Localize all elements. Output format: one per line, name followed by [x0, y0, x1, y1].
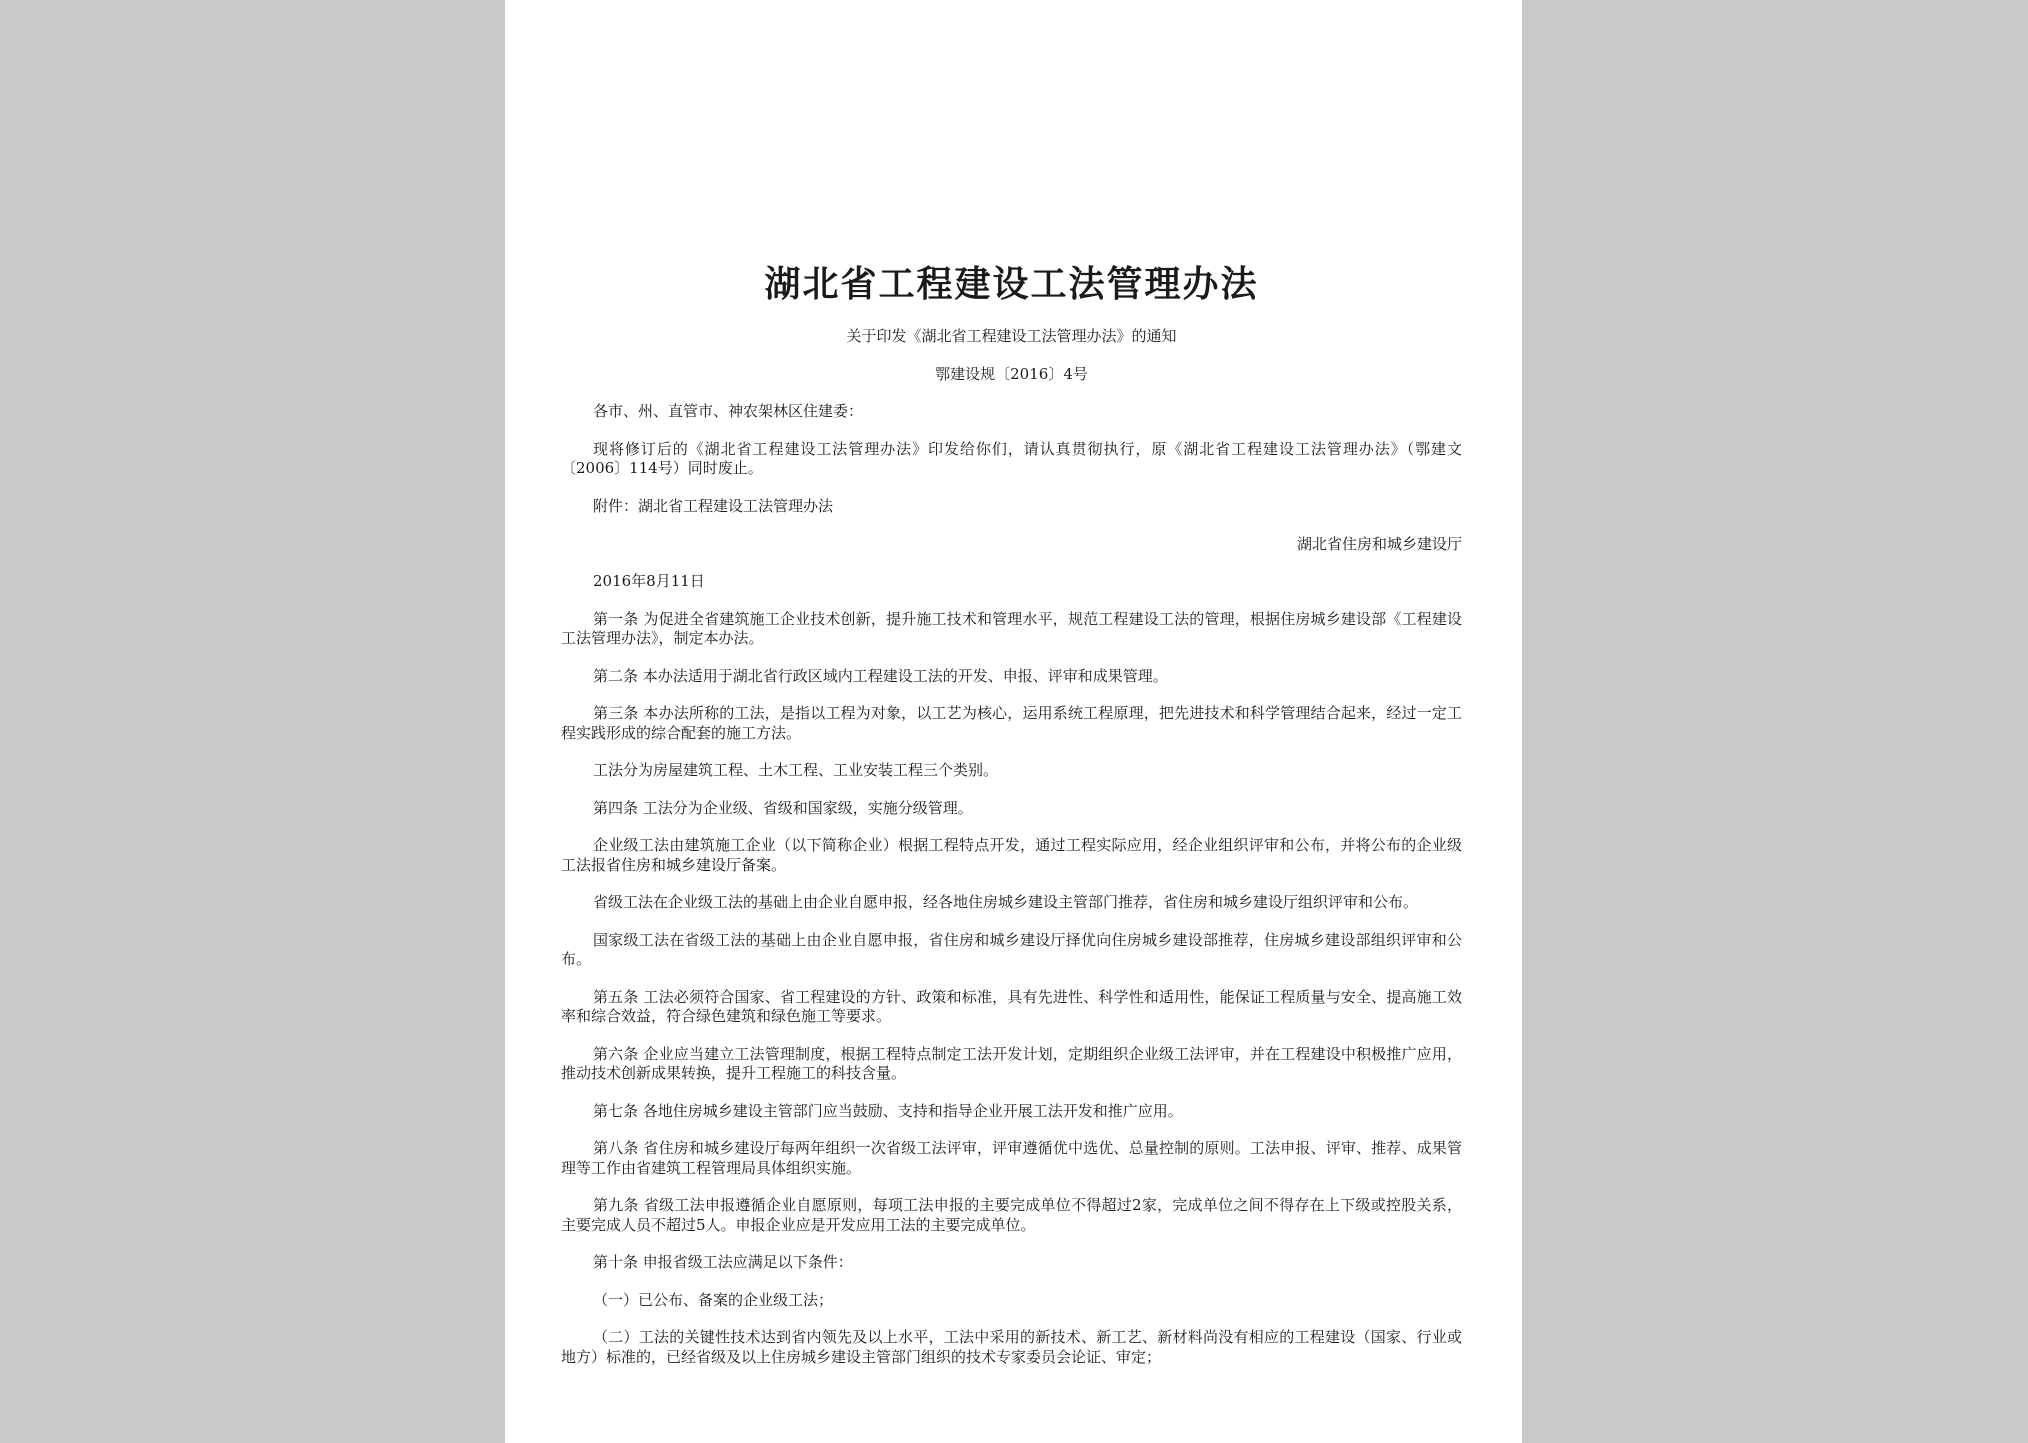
article-paragraph: 第九条 省级工法申报遵循企业自愿原则，每项工法申报的主要完成单位不得超过2家，完成单位之间不得存在上下级或控股关系，主要完成人员不超过5人。申报企业应是开发应用工法的主要完成单位。 — [561, 1196, 1462, 1234]
notice-body: 现将修订后的《湖北省工程建设工法管理办法》印发给你们，请认真贯彻执行，原《湖北省工程建设工法管理办法》（鄂建文〔2006〕114号）同时废止。 — [561, 439, 1462, 477]
issuer-signature: 湖北省住房和城乡建设厅 — [1296, 535, 1462, 553]
document-number: 鄂建设规〔2016〕4号 — [935, 365, 1088, 383]
article-paragraph: 第五条 工法必须符合国家、省工程建设的方针、政策和标准，具有先进性、科学性和适用性，能保证工程质量与安全、提高施工效率和综合效益，符合绿色建筑和绿色施工等要求。 — [561, 987, 1462, 1025]
article-paragraph: 第一条 为促进全省建筑施工企业技术创新，提升施工技术和管理水平，规范工程建设工法的管理，根据住房城乡建设部《工程建设工法管理办法》，制定本办法。 — [561, 609, 1462, 647]
article-paragraph: 国家级工法在省级工法的基础上由企业自愿申报，省住房和城乡建设厅择优向住房城乡建设部推荐，住房城乡建设部组织评审和公布。 — [561, 930, 1462, 968]
article-paragraph: 第二条 本办法适用于湖北省行政区域内工程建设工法的开发、申报、评审和成果管理。 — [593, 666, 1168, 685]
article-paragraph: 第八条 省住房和城乡建设厅每两年组织一次省级工法评审，评审遵循优中选优、总量控制的原则。工法申报、评审、推荐、成果管理等工作由省建筑工程管理局具体组织实施。 — [561, 1139, 1462, 1177]
article-paragraph: 第四条 工法分为企业级、省级和国家级，实施分级管理。 — [593, 798, 973, 817]
article-paragraph: 省级工法在企业级工法的基础上由企业自愿申报，经各地住房城乡建设主管部门推荐，省住房和城乡建设厅组织评审和公布。 — [593, 893, 1419, 911]
article-paragraph: 第三条 本办法所称的工法，是指以工程为对象，以工艺为核心，运用系统工程原理，把先进技术和科学管理结合起来，经过一定工程实践形成的综合配套的施工方法。 — [561, 704, 1462, 742]
recipients-line: 各市、州、直管市、神农架林区住建委： — [593, 402, 864, 420]
article-paragraph: 工法分为房屋建筑工程、土木工程、工业安装工程三个类别。 — [593, 761, 999, 779]
document-title: 湖北省工程建设工法管理办法 — [764, 263, 1259, 305]
article-paragraph: 企业级工法由建筑施工企业（以下简称企业）根据工程特点开发，通过工程实际应用，经企业组织评审和公布，并将公布的企业级工法报省住房和城乡建设厅备案。 — [561, 836, 1462, 874]
article-paragraph: （一）已公布、备案的企业级工法； — [593, 1290, 834, 1309]
article-paragraph: 第十条 申报省级工法应满足以下条件： — [593, 1253, 853, 1271]
article-paragraph: 第七条 各地住房城乡建设主管部门应当鼓励、支持和指导企业开展工法开发和推广应用。 — [593, 1101, 1183, 1120]
notice-subtitle: 关于印发《湖北省工程建设工法管理办法》的通知 — [846, 327, 1177, 345]
issue-date: 2016年8月11日 — [593, 572, 705, 590]
attachment-line: 附件：湖北省工程建设工法管理办法 — [593, 496, 834, 515]
document-page — [505, 0, 1522, 1443]
article-paragraph: （二）工法的关键性技术达到省内领先及以上水平，工法中采用的新技术、新工艺、新材料尚没有相应的工程建设（国家、行业或地方）标准的，已经省级及以上住房城乡建设主管部门组织的技术专家委员会论证、审定； — [561, 1328, 1462, 1366]
article-paragraph: 第六条 企业应当建立工法管理制度，根据工程特点制定工法开发计划，定期组织企业级工法评审，并在工程建设中积极推广应用，推动技术创新成果转换，提升工程施工的科技含量。 — [561, 1044, 1462, 1082]
